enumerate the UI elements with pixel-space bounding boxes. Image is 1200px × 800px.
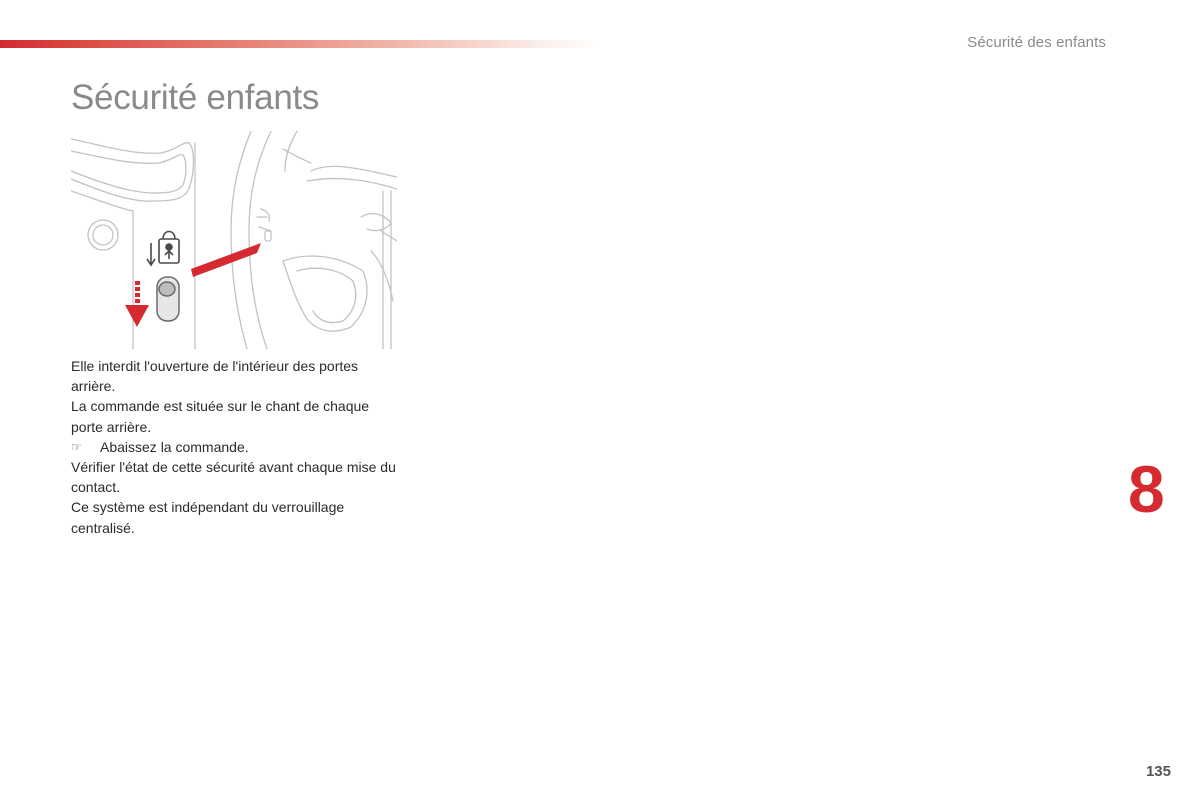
body-text [71,356,401,538]
child-lock-door-icon [71,131,397,349]
section-header: Sécurité des enfants [967,34,1106,51]
child-lock-illustration [71,131,397,349]
header-accent-bar [0,40,600,48]
pointing-hand-icon: ☞ [71,439,82,454]
instruction-text: Abaissez la commande. [100,438,249,455]
chapter-number: 8 [1128,452,1165,526]
paragraph-door-lock: Elle interdit l'ouverture de l'intérieur des portes arrière. [71,358,359,395]
page-title: Sécurité enfants [71,78,320,117]
instruction-bullet [71,437,401,457]
paragraph-check-state: Vérifier l'état de cette sécurité avant chaque mise du contact. [71,459,396,496]
paragraph-independent-system: Ce système est indépendant du verrouillage centralisé. [71,499,345,536]
paragraph-control-location: La commande est située sur le chant de chaque porte arrière. [71,398,370,435]
page-number: 135 [1145,763,1171,780]
